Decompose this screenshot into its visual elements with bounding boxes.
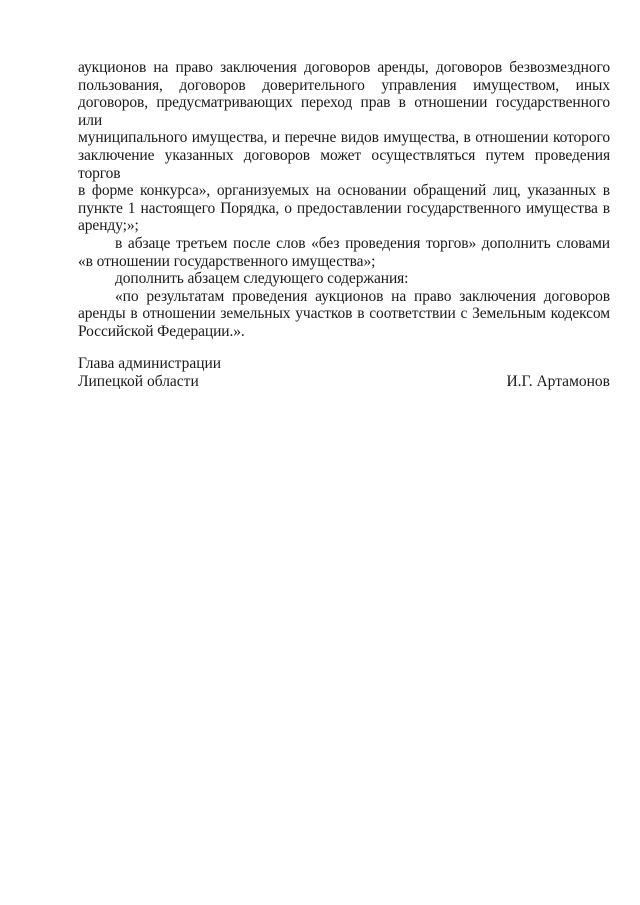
body-line-3: договоров, предусматривающих переход прав в отношении государственного или xyxy=(78,94,610,129)
body-line-8: аренду;»; xyxy=(78,217,139,235)
body-line-9: в абзаце третьем после слов «без проведения торгов» дополнить словами xyxy=(115,234,610,252)
document-body xyxy=(78,59,610,341)
body-line-11: дополнить абзацем следующего содержания: xyxy=(115,270,409,288)
signature-name: И.Г. Артамонов xyxy=(506,372,610,390)
body-line-10: «в отношении государственного имущества»; xyxy=(78,252,376,270)
body-line-12: «по результатам проведения аукционов на право заключения договоров xyxy=(115,287,610,305)
body-line-4: муниципального имущества, и перечне видов имущества, в отношении которого xyxy=(78,129,610,147)
signature-title-row-2 xyxy=(78,373,610,391)
signature-title-line-1: Глава администрации xyxy=(78,355,222,372)
body-line-1: аукционов на право заключения договоров аренды, договоров безвозмездного xyxy=(78,59,610,76)
body-line-6: в форме конкурса», организуемых на основании обращений лиц, указанных в xyxy=(78,182,610,200)
signature-block xyxy=(78,355,610,390)
body-line-5: заключение указанных договоров может осуществляться путем проведения торгов xyxy=(78,146,610,182)
body-line-14: Российской Федерации.». xyxy=(78,322,245,340)
body-line-2: пользования, договоров доверительного управления имуществом, иных xyxy=(78,76,610,94)
body-line-7: пункте 1 настоящего Порядка, о предоставлении государственного имущества в xyxy=(78,199,610,217)
signature-title-line-2: Липецкой области xyxy=(78,372,199,390)
body-line-13: аренды в отношении земельных участков в соответствии с Земельным кодексом xyxy=(78,305,610,323)
signature-title-row-1 xyxy=(78,355,610,373)
